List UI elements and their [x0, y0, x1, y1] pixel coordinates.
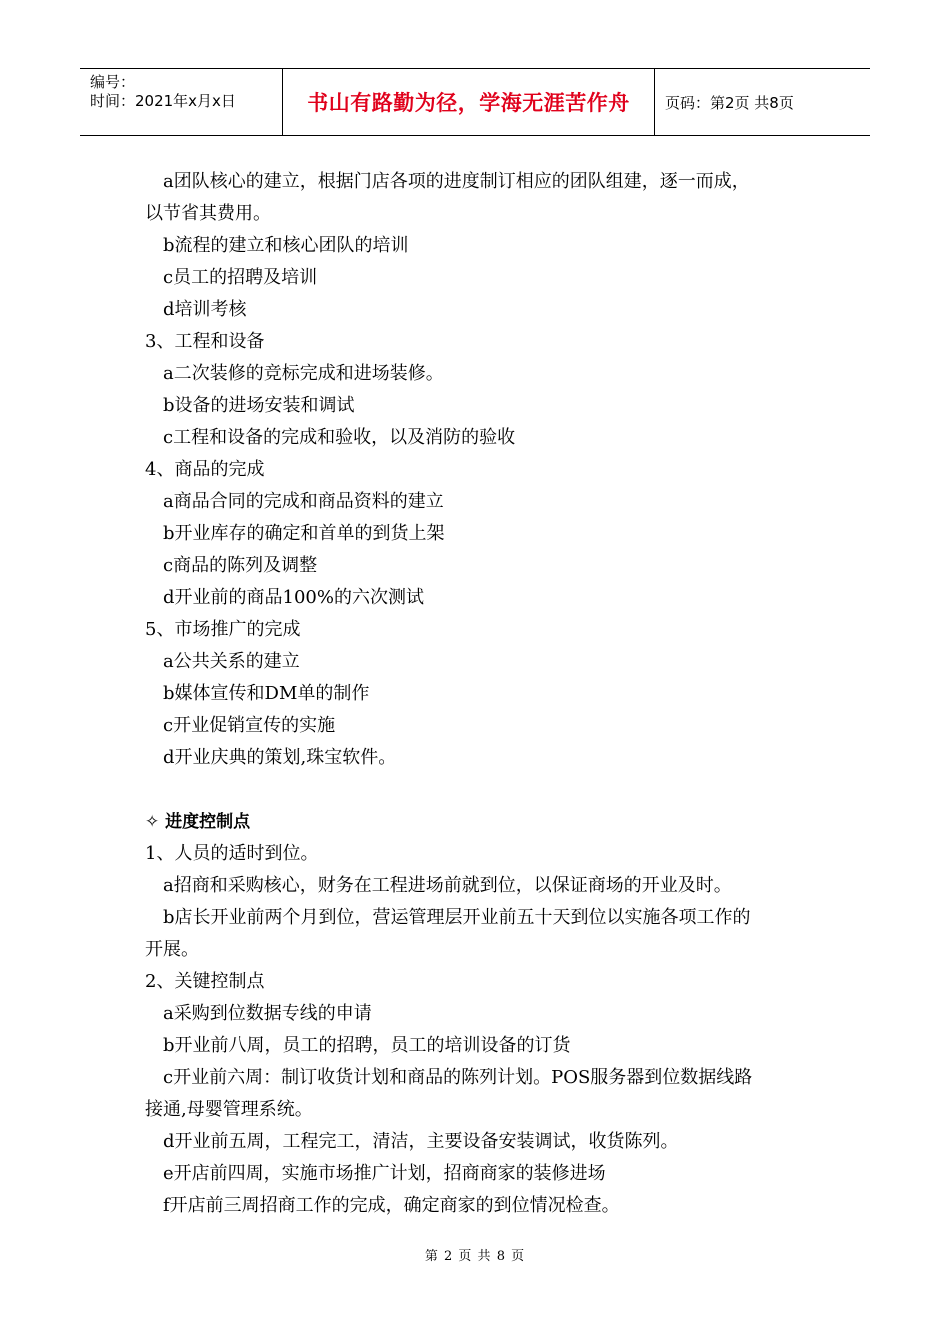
paragraph-line: c开业促销宣传的实施 — [163, 715, 336, 736]
paragraph-line: a招商和采购核心，财务在工程进场前就到位，以保证商场的开业及时。 — [163, 875, 732, 896]
doc-number-label: 编号： — [90, 73, 136, 91]
paragraph-line: c商品的陈列及调整 — [163, 555, 318, 576]
header-page-info: 页码：第2页 共8页 — [665, 93, 794, 112]
list-heading: 5、市场推广的完成 — [145, 619, 301, 640]
paragraph-line: c员工的招聘及培训 — [163, 267, 318, 288]
paragraph-line: d开业庆典的策划,珠宝软件。 — [163, 747, 397, 768]
paragraph-line: b开业前八周，员工的招聘，员工的培训设备的订货 — [163, 1035, 571, 1056]
header-meta — [80, 69, 282, 135]
paragraph-line: b店长开业前两个月到位，营运管理层开业前五十天到位以实施各项工作的 — [163, 907, 751, 928]
paragraph-line: d开业前五周，工程完工，清洁，主要设备安装调试，收货陈列。 — [163, 1131, 679, 1152]
paragraph-line: a团队核心的建立，根据门店各项的进度制订相应的团队组建，逐一而成， — [163, 171, 750, 192]
paragraph-line: 开展。 — [145, 939, 199, 960]
list-heading: 3、工程和设备 — [145, 331, 265, 352]
header-motto-cell — [282, 69, 655, 135]
paragraph-line: c开业前六周：制订收货计划和商品的陈列计划。POS服务器到位数据线路 — [163, 1067, 753, 1088]
list-heading: 2、关键控制点 — [145, 971, 265, 992]
paragraph-line: a公共关系的建立 — [163, 651, 300, 672]
page-footer: 第 2 页 共 8 页 — [424, 1249, 526, 1264]
paragraph-line: d培训考核 — [163, 299, 247, 320]
paragraph-line: f开店前三周招商工作的完成，确定商家的到位情况检查。 — [163, 1195, 620, 1216]
paragraph-line: b流程的建立和核心团队的培训 — [163, 235, 409, 256]
paragraph-line: e开店前四周，实施市场推广计划，招商商家的装修进场 — [163, 1163, 606, 1184]
paragraph-line: c工程和设备的完成和验收，以及消防的验收 — [163, 427, 516, 448]
list-heading: 1、人员的适时到位。 — [145, 843, 319, 864]
paragraph-line: b媒体宣传和DM单的制作 — [163, 683, 370, 704]
paragraph-line: 以节省其费用。 — [145, 203, 271, 224]
paragraph-line: b设备的进场安装和调试 — [163, 395, 355, 416]
paragraph-line: a二次装修的竞标完成和进场装修。 — [163, 363, 444, 384]
section-heading: ✧ 进度控制点 — [145, 812, 251, 832]
paragraph-line: b开业库存的确定和首单的到货上架 — [163, 523, 445, 544]
document-body — [145, 166, 815, 1222]
header-motto: 书山有路勤为径，学海无涯苦作舟 — [307, 91, 630, 115]
spacer — [145, 774, 815, 806]
doc-date: 时间：2021年x月x日 — [90, 92, 236, 110]
paragraph-line: a采购到位数据专线的申请 — [163, 1003, 372, 1024]
paragraph-line: a商品合同的完成和商品资料的建立 — [163, 491, 444, 512]
list-heading: 4、商品的完成 — [145, 459, 265, 480]
page-header — [80, 68, 870, 136]
paragraph-line: 接通,母婴管理系统。 — [145, 1099, 313, 1120]
paragraph-line: d开业前的商品100%的六次测试 — [163, 587, 424, 608]
